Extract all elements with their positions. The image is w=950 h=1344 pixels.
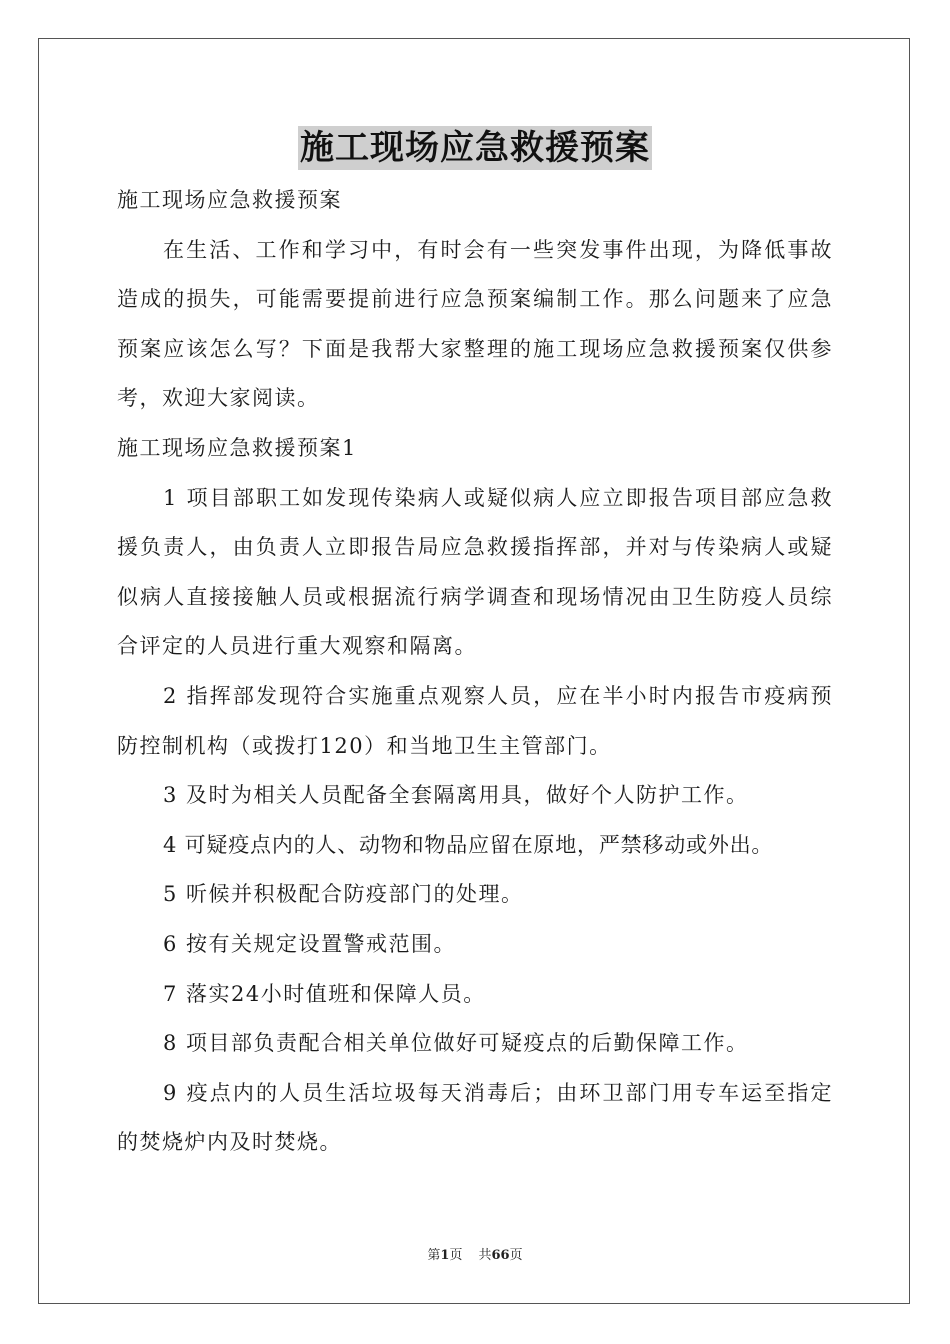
paragraph: 4 可疑疫点内的人、动物和物品应留在原地，严禁移动或外出。 xyxy=(163,832,774,857)
page-prefix: 第 xyxy=(427,1248,441,1263)
paragraph: 5 听候并积极配合防疫部门的处理。 xyxy=(163,882,524,907)
paragraph: 2 指挥部发现符合实施重点观察人员，应在半小时内报告市疫病预防控制机构（或拨打120）和当地卫生主管部门。 xyxy=(117,683,833,758)
paragraph: 9 疫点内的人员生活垃圾每天消毒后；由环卫部门用专车运至指定的焚烧炉内及时焚烧。 xyxy=(117,1080,833,1155)
title-container xyxy=(0,126,950,170)
total-suffix: 页 xyxy=(509,1248,523,1263)
paragraph: 3 及时为相关人员配备全套隔离用具，做好个人防护工作。 xyxy=(163,783,749,808)
section-heading: 施工现场应急救援预案1 xyxy=(117,435,357,460)
document-body xyxy=(117,176,833,1168)
total-prefix: 共 xyxy=(478,1248,492,1263)
document-title: 施工现场应急救援预案 xyxy=(300,128,650,168)
total-pages: 66 xyxy=(491,1248,510,1263)
paragraph: 施工现场应急救援预案 xyxy=(117,188,342,212)
paragraph: 8 项目部负责配合相关单位做好可疑疫点的后勤保障工作。 xyxy=(163,1031,749,1056)
paragraph: 6 按有关规定设置警戒范围。 xyxy=(163,931,457,956)
paragraph: 在生活、工作和学习中，有时会有一些突发事件出现，为降低事故造成的损失，可能需要提前进行应急预案编制工作。那么问题来了应急预案应该怎么写？下面是我帮大家整理的施工现场应急救援预案仅供参考，欢迎大家阅读。 xyxy=(117,237,833,411)
paragraph: 7 落实24小时值班和保障人员。 xyxy=(163,981,486,1006)
page-suffix: 页 xyxy=(449,1248,463,1263)
paragraph: 1 项目部职工如发现传染病人或疑似病人应立即报告项目部应急救援负责人，由负责人立即报告局应急救援指挥部，并对与传染病人或疑似病人直接接触人员或根据流行病学调查和现场情况由卫生防疫人员综合评定的人员进行重大观察和隔离。 xyxy=(117,485,833,659)
page-footer xyxy=(0,1246,950,1266)
page-number: 1 xyxy=(440,1248,450,1263)
